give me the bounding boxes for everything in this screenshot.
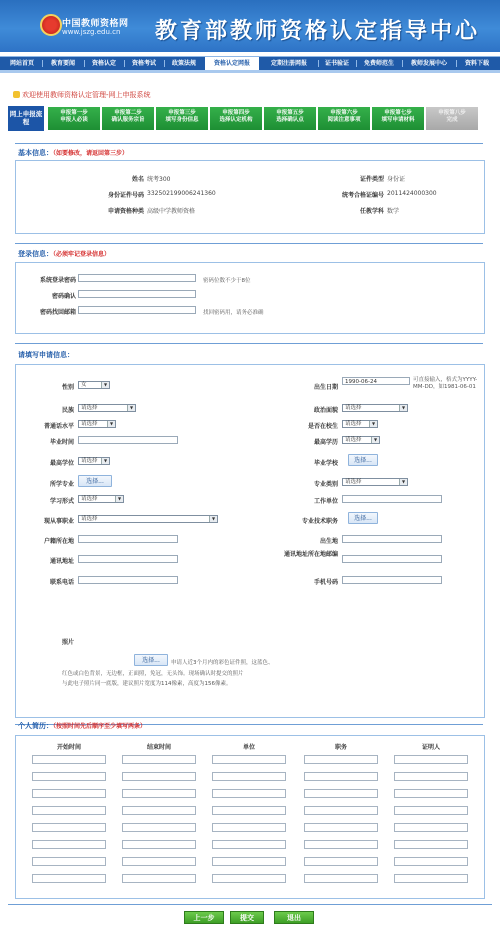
resume-cell[interactable]	[212, 840, 286, 849]
resume-cell[interactable]	[122, 857, 196, 866]
major-category-select[interactable]: 请选择 ▼	[342, 478, 408, 486]
id-number-value: 332502199006241360	[147, 190, 216, 197]
chevron-down-icon: ▼	[399, 479, 407, 485]
password-label: 系统登录密码	[39, 277, 76, 284]
resume-cell[interactable]	[122, 823, 196, 832]
password-confirm-label: 密码确认	[51, 293, 76, 300]
is-student-label: 是否在校生	[307, 423, 338, 430]
education-select[interactable]: 请选择 ▼	[342, 436, 380, 444]
workplace-input[interactable]	[342, 495, 442, 503]
nav-item-download[interactable]: 资料下载	[464, 60, 489, 67]
basic-info-title: 基本信息：（如要修改，请返回第三步）	[18, 149, 129, 157]
resume-cell[interactable]	[304, 789, 378, 798]
phone-input[interactable]	[78, 576, 178, 584]
resume-header-start: 开始时间	[56, 744, 81, 751]
birthplace-input[interactable]	[342, 535, 442, 543]
degree-label: 最高学位	[49, 460, 74, 467]
major-category-label: 专业类别	[313, 481, 338, 488]
nav-item-registration[interactable]: 定期注册网报	[270, 60, 307, 67]
step-4: 申报第四步 选择认定机构	[210, 107, 262, 130]
exam-cert-value: 2011424000300	[387, 190, 437, 197]
resume-cell[interactable]	[394, 755, 468, 764]
nav-item-dev-center[interactable]: 教师发展中心	[410, 60, 447, 67]
resume-cell[interactable]	[32, 755, 106, 764]
occupation-label: 现从事职业	[43, 518, 74, 525]
email-hint: 找回密码用，请务必准确	[203, 310, 264, 316]
resume-cell[interactable]	[304, 755, 378, 764]
step-1: 申报第一步 申报人必读	[48, 107, 100, 130]
prev-step-button[interactable]: 上一步	[184, 911, 224, 924]
name-label: 姓名	[131, 176, 144, 183]
step-7: 申报第七步 填写申请材料	[372, 107, 424, 130]
resume-cell[interactable]	[122, 772, 196, 781]
step-3: 申报第三步 填写身份信息	[156, 107, 208, 130]
user-icon	[13, 91, 20, 98]
address-label: 通讯地址	[49, 558, 74, 565]
site-header	[0, 0, 500, 52]
resume-cell[interactable]	[304, 806, 378, 815]
resume-cell[interactable]	[32, 823, 106, 832]
professional-title-label: 专业技术职务	[301, 518, 338, 525]
birth-date-hint: 可直接输入，格式为YYYY-MM-DD，如1981-06-01	[413, 377, 478, 390]
chevron-down-icon: ▼	[101, 458, 109, 464]
subject-label: 任教学科	[359, 208, 384, 215]
resume-cell[interactable]	[394, 874, 468, 883]
nav-item-online-apply[interactable]: 资格认定网报	[205, 57, 259, 70]
step-8: 申报第八步 完成	[426, 107, 478, 130]
resume-cell[interactable]	[304, 840, 378, 849]
step-6: 申报第六步 阅读注意事项	[318, 107, 370, 130]
major-choose-button[interactable]: 选择...	[78, 475, 112, 487]
resume-cell[interactable]	[394, 823, 468, 832]
photo-hint-2: 红色或白色背景，无边框，正面照，免冠，无头饰。现场确认时提交的照片	[62, 671, 244, 677]
birth-date-label: 出生日期	[313, 384, 338, 391]
qualification-type-value: 高级中学教师资格	[147, 208, 196, 215]
photo-hint-3: 与此电子照片同一底版，建议照片宽度为114像素，高度为156像素。	[62, 681, 232, 687]
resume-cell[interactable]	[122, 755, 196, 764]
gender-select[interactable]: 女 ▼	[78, 381, 110, 389]
resume-cell[interactable]	[304, 874, 378, 883]
address-input[interactable]	[78, 555, 178, 563]
resume-header-witness: 证明人	[421, 744, 440, 751]
mobile-input[interactable]	[342, 576, 442, 584]
chevron-down-icon: ▼	[371, 437, 379, 443]
birth-date-input[interactable]: 1990-06-24	[342, 377, 410, 385]
qualification-type-label: 申请资格种类	[107, 208, 144, 215]
postcode-input[interactable]	[342, 555, 442, 563]
nation-label: 民族	[61, 407, 74, 414]
workplace-label: 工作单位	[313, 498, 338, 505]
resume-cell[interactable]	[394, 857, 468, 866]
nav-item-free-student[interactable]: 免费师范生	[363, 60, 394, 67]
submit-button[interactable]: 提交	[230, 911, 264, 924]
resume-cell[interactable]	[122, 806, 196, 815]
password-input[interactable]	[78, 274, 196, 282]
logo-name: 中国教师资格网	[62, 19, 129, 29]
graduate-school-label: 毕业学校	[313, 460, 338, 467]
resume-cell[interactable]	[394, 840, 468, 849]
id-type-label: 证件类型	[359, 176, 384, 183]
study-form-label: 学习形式	[49, 498, 74, 505]
logo-url: www.jszg.edu.cn	[62, 28, 121, 36]
welcome-message: 欢迎使用教师资格认定管理-网上申报系统	[13, 90, 151, 100]
resume-cell[interactable]	[32, 874, 106, 883]
mobile-label: 手机号码	[313, 579, 338, 586]
application-info-title: 请填写申请信息：	[18, 351, 74, 359]
graduation-time-label: 毕业时间	[49, 439, 74, 446]
nav-subbar	[0, 70, 500, 73]
nav-item-verify[interactable]: 证书验证	[324, 60, 349, 67]
resume-cell[interactable]	[394, 789, 468, 798]
id-type-value: 身份证	[387, 176, 406, 183]
recovery-email-label: 密码找回邮箱	[39, 309, 76, 316]
recovery-email-input[interactable]	[78, 306, 196, 314]
degree-select[interactable]: 请选择 ▼	[78, 457, 110, 465]
resume-cell[interactable]	[32, 772, 106, 781]
chevron-down-icon: ▼	[115, 496, 123, 502]
resume-cell[interactable]	[122, 840, 196, 849]
mandarin-select[interactable]: 请选择 ▼	[78, 420, 116, 428]
resume-cell[interactable]	[212, 755, 286, 764]
photo-hint-1: 申请人近3个月内的彩色证件照，这蓝色、	[171, 660, 274, 666]
resume-header-position: 职务	[334, 744, 347, 751]
step-main-label: 网上申报流程	[8, 106, 44, 131]
resume-header-end: 结束时间	[146, 744, 171, 751]
photo-label: 照片	[61, 639, 74, 646]
postcode-label: 通讯地址所在地邮编	[283, 551, 338, 558]
chevron-down-icon: ▼	[209, 516, 217, 522]
resume-cell[interactable]	[304, 823, 378, 832]
occupation-select[interactable]: 请选择 ▼	[78, 515, 218, 523]
hukou-label: 户籍所在地	[43, 538, 74, 545]
resume-cell[interactable]	[212, 806, 286, 815]
resume-cell[interactable]	[394, 772, 468, 781]
step-5: 申报第五步 选择确认点	[264, 107, 316, 130]
chevron-down-icon: ▼	[399, 405, 407, 411]
photo-choose-button[interactable]: 选择...	[134, 654, 168, 666]
chevron-down-icon: ▼	[369, 421, 377, 427]
education-label: 最高学历	[313, 439, 338, 446]
main-nav	[0, 56, 500, 70]
graduate-school-choose-button[interactable]: 选择...	[348, 454, 378, 466]
resume-cell[interactable]	[212, 823, 286, 832]
chevron-down-icon: ▼	[107, 421, 115, 427]
password-confirm-input[interactable]	[78, 290, 196, 298]
step-2: 申报第二步 确认服务宗旨	[102, 107, 154, 130]
politics-label: 政治面貌	[313, 407, 338, 414]
password-hint: 密码位数不少于8位	[203, 278, 251, 284]
resume-title: 个人简历：（按照时间先后顺序至少填写两条）	[18, 722, 147, 730]
login-info-title: 登录信息：（必须牢记登录信息）	[18, 250, 111, 258]
resume-cell[interactable]	[212, 857, 286, 866]
resume-cell[interactable]	[212, 874, 286, 883]
phone-label: 联系电话	[49, 579, 74, 586]
resume-cell[interactable]	[304, 857, 378, 866]
resume-header-unit: 单位	[242, 744, 255, 751]
nav-item-certification[interactable]: 资格认定	[91, 60, 116, 67]
site-title: 教育部教师资格认定指导中心	[155, 18, 481, 44]
basic-info-panel	[15, 160, 485, 234]
resume-cell[interactable]	[394, 806, 468, 815]
professional-title-choose-button[interactable]: 选择...	[348, 512, 378, 524]
exit-button[interactable]: 退出	[274, 911, 314, 924]
subject-value: 数学	[387, 208, 400, 215]
resume-cell[interactable]	[122, 874, 196, 883]
nav-item-policy[interactable]: 政策法规	[171, 60, 196, 67]
emblem-icon	[40, 14, 62, 36]
hukou-input[interactable]	[78, 535, 178, 543]
politics-select[interactable]: 请选择 ▼	[342, 404, 408, 412]
name-value: 统考300	[147, 176, 171, 183]
nav-item-news[interactable]: 教育要闻	[50, 60, 75, 67]
resume-cell[interactable]	[122, 789, 196, 798]
resume-cell[interactable]	[32, 857, 106, 866]
gender-label: 性别	[61, 384, 74, 391]
resume-cell[interactable]	[212, 772, 286, 781]
login-info-panel	[15, 262, 485, 334]
mandarin-label: 普通话水平	[43, 423, 74, 430]
nav-item-home[interactable]: 网站首页	[9, 60, 34, 67]
chevron-down-icon: ▼	[127, 405, 135, 411]
is-student-select[interactable]: 请选择 ▼	[342, 420, 378, 428]
major-label: 所学专业	[49, 481, 74, 488]
nation-select[interactable]: 请选择 ▼	[78, 404, 136, 412]
graduation-time-input[interactable]	[78, 436, 178, 444]
resume-cell[interactable]	[32, 789, 106, 798]
study-form-select[interactable]: 请选择 ▼	[78, 495, 124, 503]
resume-cell[interactable]	[32, 840, 106, 849]
chevron-down-icon: ▼	[101, 382, 109, 388]
id-number-label: 身份证件号码	[107, 192, 144, 199]
resume-cell[interactable]	[32, 806, 106, 815]
nav-item-exam[interactable]: 资格考试	[131, 60, 156, 67]
step-progress	[8, 106, 486, 131]
exam-cert-label: 统考合格证编号	[341, 192, 384, 199]
birthplace-label: 出生地	[319, 538, 338, 545]
application-info-panel	[15, 364, 485, 718]
resume-cell[interactable]	[212, 789, 286, 798]
resume-cell[interactable]	[304, 772, 378, 781]
